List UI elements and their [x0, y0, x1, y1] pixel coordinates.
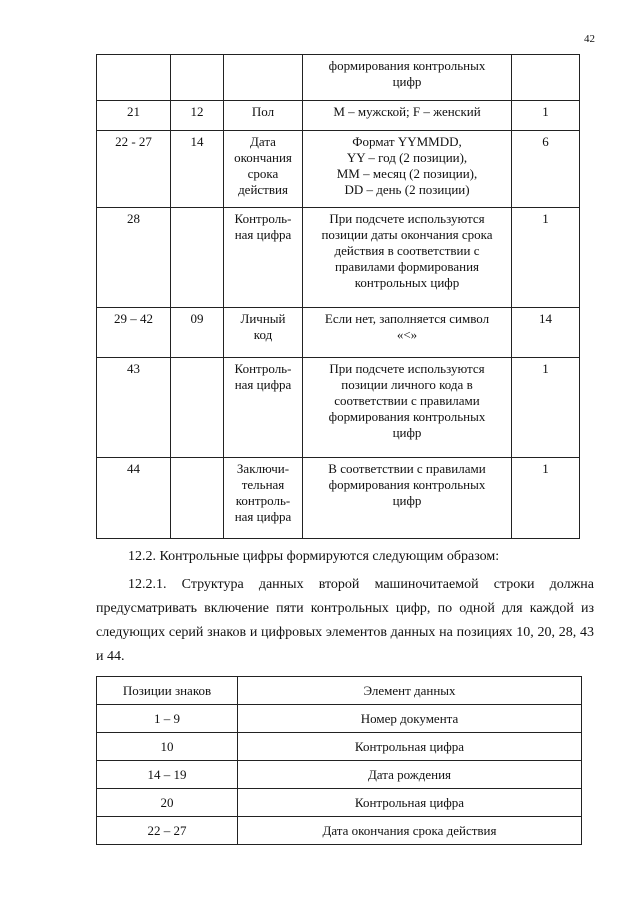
description-line: соответствии с правилами — [334, 393, 480, 408]
description-line: цифр — [392, 493, 422, 508]
description-line: формирования контрольных — [328, 58, 486, 73]
mrz-structure-table — [96, 54, 580, 539]
field-name-cell — [224, 458, 303, 539]
description-line: «<» — [396, 327, 418, 342]
header-cell: Позиции знаков — [97, 677, 238, 705]
table-row — [97, 55, 580, 101]
position-cell — [97, 55, 171, 101]
description-cell — [303, 308, 512, 358]
field-name-line: срока — [247, 166, 279, 181]
description-line: При подсчете используются — [329, 361, 485, 376]
position-cell: 28 — [97, 208, 171, 308]
length-cell: 12 — [171, 101, 224, 131]
length-cell: 09 — [171, 308, 224, 358]
table-row — [97, 761, 582, 789]
table-header-row — [97, 677, 582, 705]
field-name-line: Контроль- — [234, 361, 292, 376]
description-line: цифр — [392, 425, 422, 440]
description-line: цифр — [392, 74, 422, 89]
description-line: позиции даты окончания срока — [321, 227, 493, 242]
field-name-cell — [224, 131, 303, 208]
description-line: При подсчете используются — [329, 211, 485, 226]
description-line: правилами формирования — [334, 259, 480, 274]
table-row — [97, 308, 580, 358]
element-cell: Контрольная цифра — [238, 733, 582, 761]
table-row — [97, 208, 580, 308]
description-line: YY – год (2 позиции), — [346, 150, 468, 165]
description-cell — [303, 55, 512, 101]
length-cell — [171, 208, 224, 308]
length-cell: 14 — [171, 131, 224, 208]
element-cell: Дата рождения — [238, 761, 582, 789]
position-cell: 14 – 19 — [97, 761, 238, 789]
description-line: позиции личного кода в — [341, 377, 473, 392]
description-cell — [303, 458, 512, 539]
position-cell: 22 – 27 — [97, 817, 238, 845]
position-cell: 29 – 42 — [97, 308, 171, 358]
page-number: 42 — [584, 33, 595, 45]
field-name-line: ная цифра — [234, 227, 292, 242]
description-line: DD – день (2 позиции) — [344, 182, 470, 197]
position-cell: 10 — [97, 733, 238, 761]
position-cell: 43 — [97, 358, 171, 458]
table-row — [97, 705, 582, 733]
field-name-line: ная цифра — [234, 509, 292, 524]
position-cell: 20 — [97, 789, 238, 817]
table-row — [97, 817, 582, 845]
table-row — [97, 101, 580, 131]
length-cell — [171, 55, 224, 101]
description-line: формирования контрольных — [328, 409, 486, 424]
header-cell: Элемент данных — [238, 677, 582, 705]
field-name-line: Контроль- — [234, 211, 292, 226]
length-cell — [171, 358, 224, 458]
table-row — [97, 358, 580, 458]
count-cell: 1 — [512, 208, 580, 308]
position-cell: 21 — [97, 101, 171, 131]
description-cell — [303, 131, 512, 208]
description-line: В соответствии с правилами — [328, 461, 486, 476]
count-cell — [512, 55, 580, 101]
field-name-cell — [224, 308, 303, 358]
paragraph-12-2: 12.2. Контрольные цифры формируются следующим образом: — [128, 549, 500, 564]
element-cell: Дата окончания срока действия — [238, 817, 582, 845]
field-name-cell — [224, 358, 303, 458]
field-name-line: Заключи- — [236, 461, 290, 476]
field-name-line: действия — [238, 182, 288, 197]
position-cell: 22 - 27 — [97, 131, 171, 208]
table-row — [97, 131, 580, 208]
field-name-line: окончания — [234, 150, 292, 165]
description-cell — [303, 358, 512, 458]
position-cell: 1 – 9 — [97, 705, 238, 733]
field-name-cell — [224, 101, 303, 131]
element-cell: Контрольная цифра — [238, 789, 582, 817]
count-cell: 1 — [512, 458, 580, 539]
description-cell — [303, 208, 512, 308]
count-cell: 1 — [512, 358, 580, 458]
table-row — [97, 733, 582, 761]
field-name-cell — [224, 208, 303, 308]
field-name-line: ная цифра — [234, 377, 292, 392]
table-row — [97, 458, 580, 539]
description-cell — [303, 101, 512, 131]
field-name-line: Личный — [240, 311, 286, 326]
count-cell: 14 — [512, 308, 580, 358]
field-name-line: Дата — [250, 134, 276, 149]
length-cell — [171, 458, 224, 539]
description-line: Формат YYMMDD, — [352, 134, 462, 149]
description-line: действия в соответствии с — [334, 243, 480, 258]
count-cell: 6 — [512, 131, 580, 208]
field-name-cell — [224, 55, 303, 101]
description-line: ММ – месяц (2 позиции), — [336, 166, 478, 181]
description-line: М – мужской; F – женский — [333, 104, 481, 119]
field-name-line: код — [253, 327, 273, 342]
field-name-line: контроль- — [235, 493, 291, 508]
field-name-line: Пол — [251, 104, 275, 119]
count-cell: 1 — [512, 101, 580, 131]
description-line: Если нет, заполняется символ — [324, 311, 490, 326]
paragraph-12-2-1: 12.2.1. Структура данных второй машиночитаемой строки должна предусматривать включение пяти контрольных цифр, по одной для каждой из следующих серий знаков и цифровых элементов данных на позициях 10, 20, 28, 43 и 44. — [96, 577, 594, 664]
description-line: контрольных цифр — [354, 275, 460, 290]
element-cell: Номер документа — [238, 705, 582, 733]
table-row — [97, 789, 582, 817]
field-name-line: тельная — [241, 477, 285, 492]
check-digit-table — [96, 676, 582, 845]
position-cell: 44 — [97, 458, 171, 539]
description-line: формирования контрольных — [328, 477, 486, 492]
